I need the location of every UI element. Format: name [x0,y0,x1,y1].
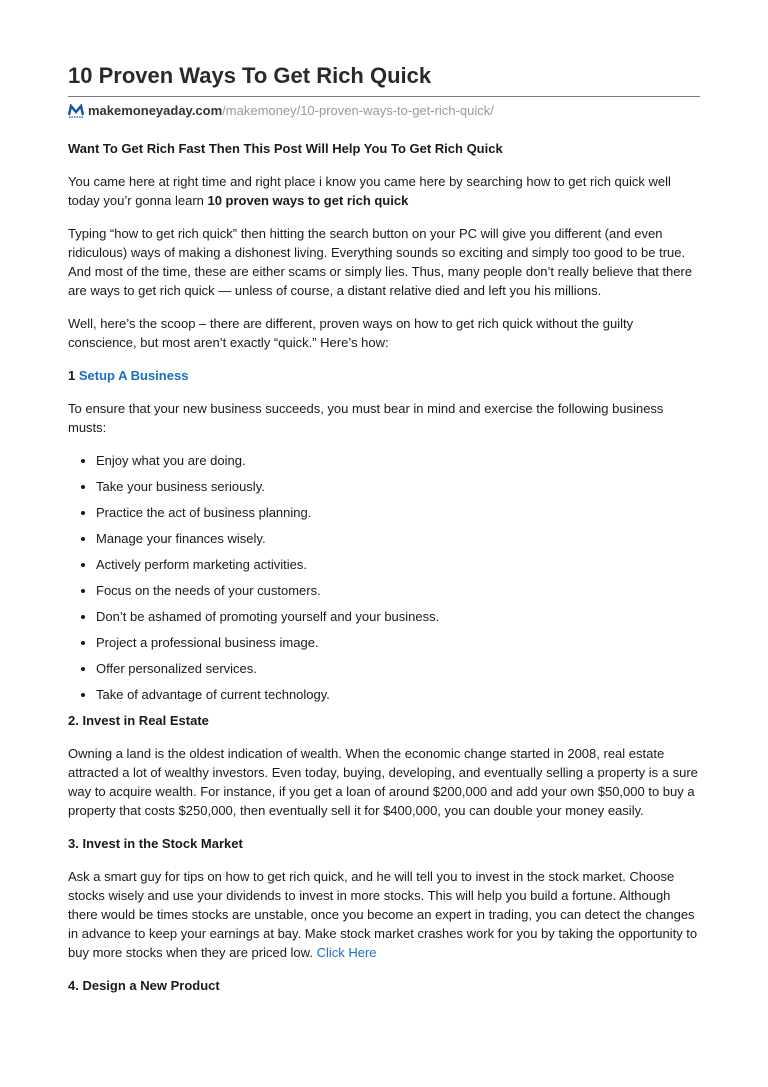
source-host[interactable]: makemoneyaday.com [88,103,223,118]
intro-bold: 10 proven ways to get rich quick [207,193,409,208]
document-page [68,62,700,1009]
business-musts-list [68,451,700,704]
list-item: • Focus on the needs of your customers. [96,581,700,600]
list-item: • Take of advantage of current technology. [96,685,700,704]
divider [68,96,700,97]
section-3-body: Ask a smart guy for tips on how to get rich quick, and he will tell you to invest in the stock market. Choose stocks wisely and use your dividends to invest in more stocks. This will help you build a fortune. Although there would be times stocks are unstable, once you become an expert in trading, you can detect the changes in advance to keep your earnings at bay. Make stock market crashes work for you by taking the opportunity to buy more stocks when they are priced low. [68,869,698,960]
section-1-heading [68,366,700,385]
list-item: • Actively perform marketing activities. [96,555,700,574]
paragraph-2: Typing “how to get rich quick” then hitting the search button on your PC will give you different (and even ridiculous) ways of making a dishonest living. Everything sounds so exciting and simply too good to be true. And most of the time, these are either scams or simply lies. Thus, many people don’t really believe that there are ways to get rich quick — unless of course, a distant relative died and left you his millions. [68,226,693,298]
list-item: • Take your business seriously. [96,477,700,496]
lead-heading: Want To Get Rich Fast Then This Post Will Help You To Get Rich Quick [68,141,503,156]
source-path[interactable]: /makemoney/10-proven-ways-to-get-rich-quick/ [222,103,494,118]
section-3-heading: 3. Invest in the Stock Market [68,836,243,851]
list-item: • Project a professional business image. [96,633,700,652]
list-item: • Offer personalized services. [96,659,700,678]
site-logo-icon [68,104,84,118]
section-2-heading: 2. Invest in Real Estate [68,713,209,728]
section-2-text: Owning a land is the oldest indication of wealth. When the economic change started in 2008, real estate attracted a lot of wealthy investors. Even today, buying, developing, and eventually selling a property is a sure way to acquire wealth. For instance, if you get a loan of around $200,000 and add your own $50,000 to buy a property that costs $250,000, then eventually sell it for $400,000, you can double your money easily. [68,746,698,818]
list-item: • Enjoy what you are doing. [96,451,700,470]
setup-business-link[interactable]: Setup A Business [78,368,189,383]
intro-paragraph [68,172,700,210]
list-item: • Practice the act of business planning. [96,503,700,522]
list-item: • Don’t be ashamed of promoting yourself and your business. [96,607,700,626]
section-4-heading: 4. Design a New Product [68,978,220,993]
section-1-number: 1 [68,368,76,383]
intro-text: You came here at right time and right place i know you came here by searching how to get rich quick well today you’r gonna learn [68,174,671,208]
source-line [68,102,700,120]
list-item: • Manage your finances wisely. [96,529,700,548]
section-3-text [68,867,700,962]
section-1-text: To ensure that your new business succeeds, you must bear in mind and exercise the following business musts: [68,401,664,435]
page-title: 10 Proven Ways To Get Rich Quick [68,63,432,88]
paragraph-3: Well, here’s the scoop – there are different, proven ways on how to get rich quick without the guilty conscience, but most aren’t exactly “quick.” Here’s how: [68,316,634,350]
click-here-link[interactable]: Click Here [316,945,377,960]
